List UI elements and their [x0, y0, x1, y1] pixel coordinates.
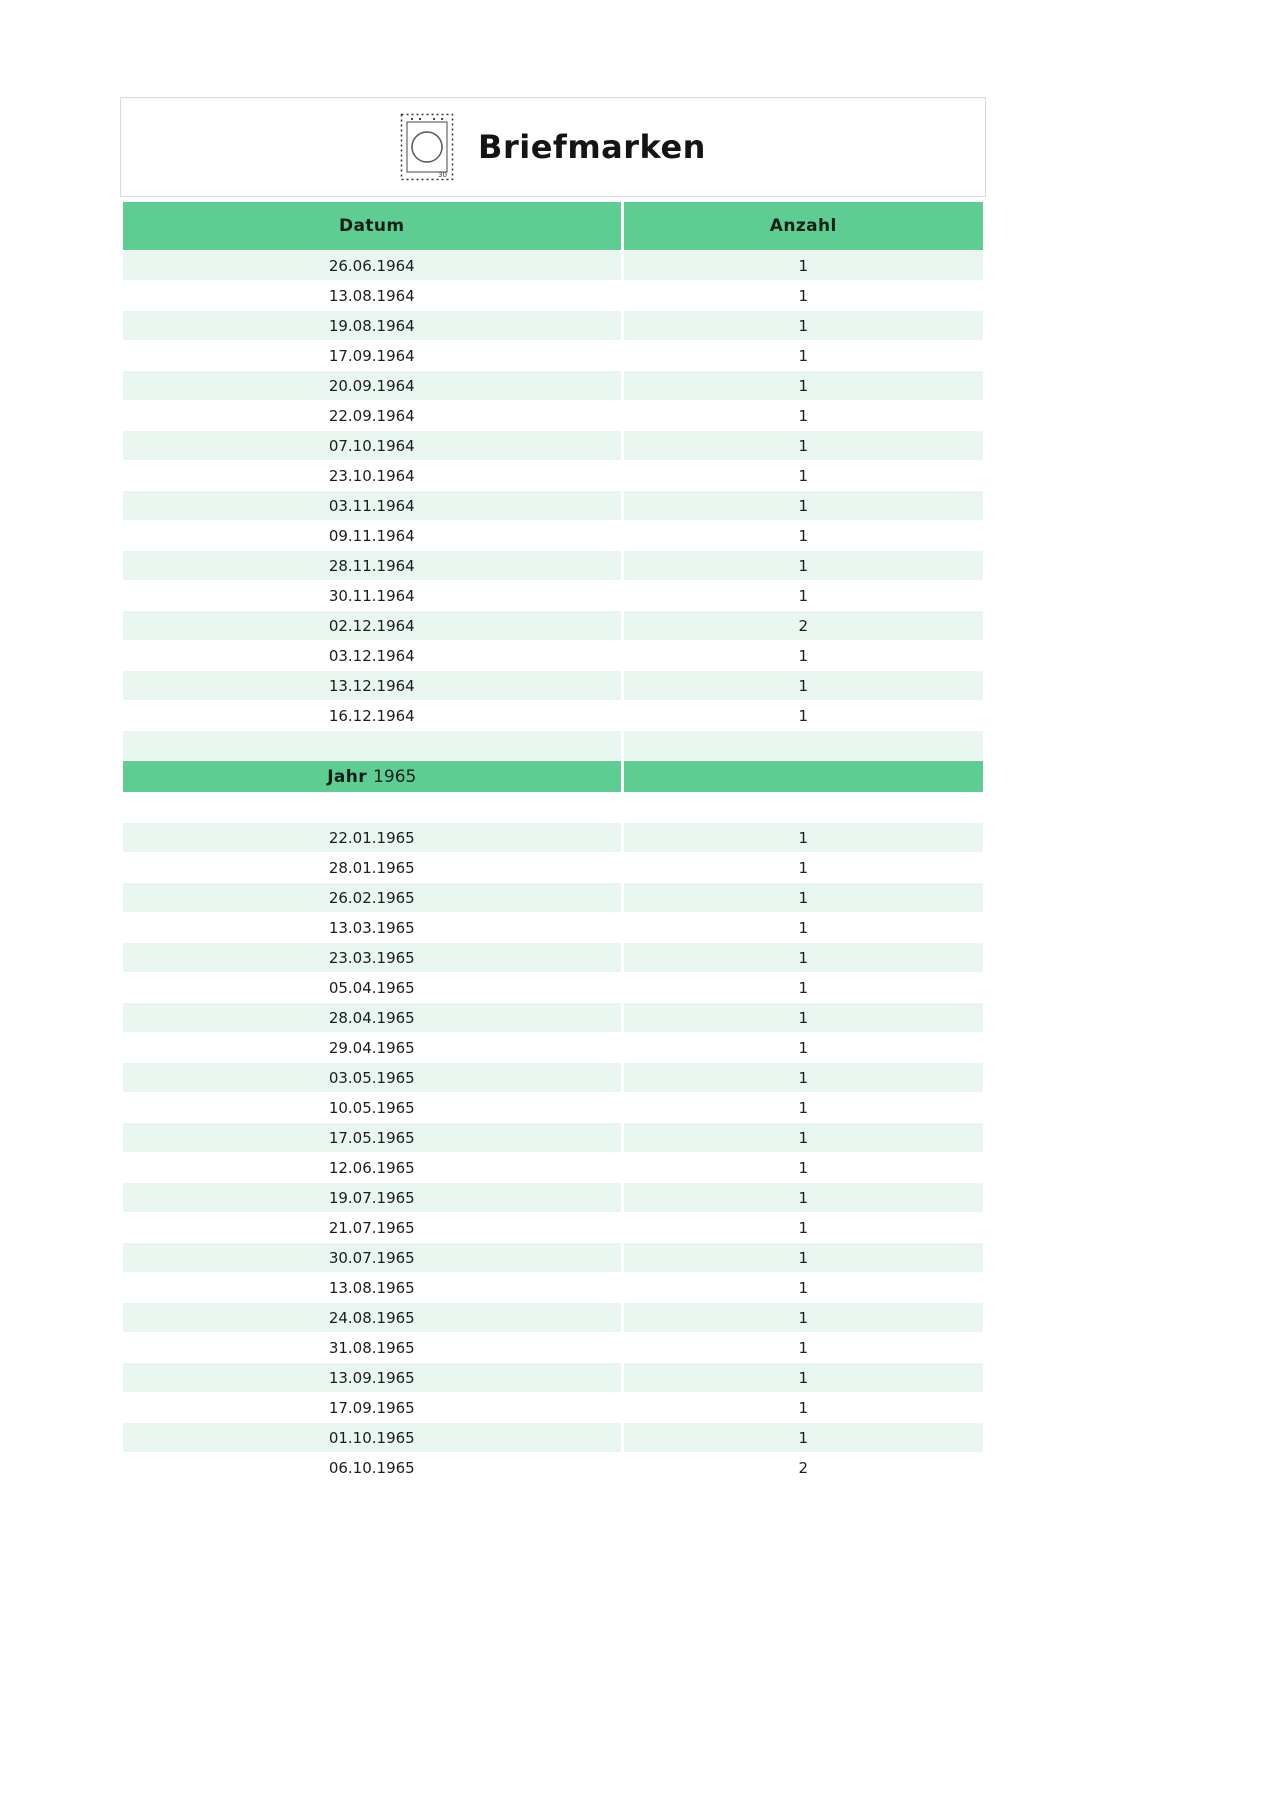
count-cell: 1 — [622, 491, 984, 521]
table-row — [122, 1123, 985, 1153]
count-cell: 1 — [622, 281, 984, 311]
table-row — [122, 1153, 985, 1183]
date-cell: 17.05.1965 — [122, 1123, 623, 1153]
table-row — [122, 1303, 985, 1333]
date-cell: 30.07.1965 — [122, 1243, 623, 1273]
table-row — [122, 1003, 985, 1033]
table-row — [122, 461, 985, 491]
date-cell: 13.08.1965 — [122, 1273, 623, 1303]
count-cell: 1 — [622, 701, 984, 731]
count-cell: 1 — [622, 1363, 984, 1393]
table-row — [122, 491, 985, 521]
date-cell: 24.08.1965 — [122, 1303, 623, 1333]
table-row — [122, 551, 985, 581]
date-cell: 10.05.1965 — [122, 1093, 623, 1123]
column-header-datum: Datum — [122, 202, 623, 251]
count-cell: 1 — [622, 1063, 984, 1093]
table-row — [122, 1243, 985, 1273]
count-cell: 1 — [622, 581, 984, 611]
count-cell: 1 — [622, 1093, 984, 1123]
count-cell: 1 — [622, 461, 984, 491]
count-cell: 2 — [622, 611, 984, 641]
count-cell: 1 — [622, 1183, 984, 1213]
count-cell: 1 — [622, 521, 984, 551]
count-cell: 1 — [622, 883, 984, 913]
date-cell: 03.05.1965 — [122, 1063, 623, 1093]
count-cell: 1 — [622, 1003, 984, 1033]
date-cell: 01.10.1965 — [122, 1423, 623, 1453]
date-cell: 28.11.1964 — [122, 551, 623, 581]
year-header-label: Jahr — [327, 766, 368, 787]
date-cell: 21.07.1965 — [122, 1213, 623, 1243]
date-cell: 28.04.1965 — [122, 1003, 623, 1033]
date-cell: 19.07.1965 — [122, 1183, 623, 1213]
table-row — [122, 1333, 985, 1363]
page-title: Briefmarken — [478, 128, 706, 166]
stamps-table — [120, 202, 986, 1483]
date-cell: 06.10.1965 — [122, 1453, 623, 1483]
date-cell: 13.08.1964 — [122, 281, 623, 311]
date-cell: 03.12.1964 — [122, 641, 623, 671]
document-header — [120, 97, 986, 197]
year-header-value: 1965 — [373, 766, 417, 787]
column-header-anzahl: Anzahl — [622, 202, 984, 251]
count-cell: 1 — [622, 1393, 984, 1423]
table-row — [122, 1423, 985, 1453]
section-divider — [122, 731, 985, 823]
table-row — [122, 943, 985, 973]
count-cell: 1 — [622, 431, 984, 461]
count-cell: 1 — [622, 1303, 984, 1333]
table-row — [122, 341, 985, 371]
date-cell: 31.08.1965 — [122, 1333, 623, 1363]
date-cell: 19.08.1964 — [122, 311, 623, 341]
date-cell: 12.06.1965 — [122, 1153, 623, 1183]
date-cell: 17.09.1965 — [122, 1393, 623, 1423]
table-row — [122, 371, 985, 401]
count-cell: 1 — [622, 341, 984, 371]
empty-cell — [122, 731, 623, 761]
count-cell: 1 — [622, 1333, 984, 1363]
count-cell: 1 — [622, 1213, 984, 1243]
date-cell: 30.11.1964 — [122, 581, 623, 611]
date-cell: 29.04.1965 — [122, 1033, 623, 1063]
year-header-cell — [122, 761, 623, 793]
table-row — [122, 1453, 985, 1483]
year-header-row — [122, 761, 985, 793]
table-row — [122, 1393, 985, 1423]
date-cell: 17.09.1964 — [122, 341, 623, 371]
date-cell: 22.09.1964 — [122, 401, 623, 431]
document-sheet — [120, 97, 986, 1483]
count-cell: 1 — [622, 973, 984, 1003]
count-cell: 1 — [622, 913, 984, 943]
count-cell: 1 — [622, 311, 984, 341]
count-cell: 1 — [622, 641, 984, 671]
date-cell: 13.12.1964 — [122, 671, 623, 701]
date-cell: 23.03.1965 — [122, 943, 623, 973]
section-1964 — [122, 251, 985, 731]
date-cell: 23.10.1964 — [122, 461, 623, 491]
table-row — [122, 671, 985, 701]
count-cell: 1 — [622, 371, 984, 401]
table-row — [122, 641, 985, 671]
count-cell: 1 — [622, 1243, 984, 1273]
date-cell: 22.01.1965 — [122, 823, 623, 853]
date-cell: 16.12.1964 — [122, 701, 623, 731]
date-cell: 02.12.1964 — [122, 611, 623, 641]
date-cell: 09.11.1964 — [122, 521, 623, 551]
date-cell: 26.06.1964 — [122, 251, 623, 281]
date-cell: 26.02.1965 — [122, 883, 623, 913]
section-1965 — [122, 823, 985, 1483]
table-row — [122, 1033, 985, 1063]
count-cell: 1 — [622, 251, 984, 281]
table-row — [122, 1183, 985, 1213]
count-cell: 1 — [622, 401, 984, 431]
date-cell: 05.04.1965 — [122, 973, 623, 1003]
stamp-icon — [400, 113, 454, 181]
empty-cell — [622, 793, 984, 823]
table-row — [122, 973, 985, 1003]
table-row — [122, 1063, 985, 1093]
count-cell: 1 — [622, 1423, 984, 1453]
empty-cell — [122, 793, 623, 823]
date-cell: 13.03.1965 — [122, 913, 623, 943]
count-cell: 1 — [622, 943, 984, 973]
table-row — [122, 701, 985, 731]
empty-cell — [622, 731, 984, 761]
table-row — [122, 823, 985, 853]
date-cell: 13.09.1965 — [122, 1363, 623, 1393]
stamp-value-text: 30 — [438, 171, 447, 179]
date-cell: 03.11.1964 — [122, 491, 623, 521]
table-row — [122, 853, 985, 883]
table-row — [122, 251, 985, 281]
spacer-row — [122, 731, 985, 761]
count-cell: 1 — [622, 823, 984, 853]
table-row — [122, 431, 985, 461]
count-cell: 1 — [622, 1273, 984, 1303]
table-row — [122, 611, 985, 641]
count-cell: 1 — [622, 853, 984, 883]
table-row — [122, 913, 985, 943]
table-row — [122, 311, 985, 341]
table-row — [122, 1273, 985, 1303]
count-cell: 2 — [622, 1453, 984, 1483]
date-cell: 28.01.1965 — [122, 853, 623, 883]
date-cell: 07.10.1964 — [122, 431, 623, 461]
table-row — [122, 1213, 985, 1243]
count-cell: 1 — [622, 1033, 984, 1063]
table-row — [122, 581, 985, 611]
count-cell: 1 — [622, 1123, 984, 1153]
table-row — [122, 281, 985, 311]
date-cell: 20.09.1964 — [122, 371, 623, 401]
table-row — [122, 521, 985, 551]
column-header-row — [122, 202, 985, 251]
table-row — [122, 1363, 985, 1393]
table-row — [122, 1093, 985, 1123]
count-cell: 1 — [622, 1153, 984, 1183]
table-row — [122, 883, 985, 913]
table-row — [122, 401, 985, 431]
count-cell: 1 — [622, 671, 984, 701]
count-cell: 1 — [622, 551, 984, 581]
empty-cell — [622, 761, 984, 793]
spacer-row — [122, 793, 985, 823]
